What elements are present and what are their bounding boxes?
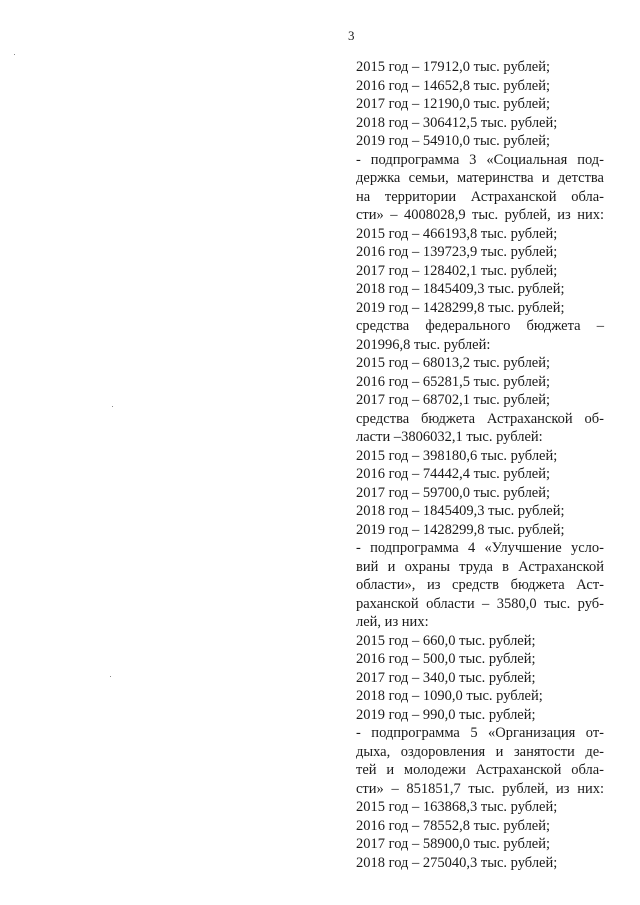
text-line: дыха, оздоровления и занятости де-	[356, 743, 604, 760]
text-line: 2018 год – 1845409,3 тыс. рублей;	[356, 281, 565, 297]
text-line: 2016 год – 139723,9 тыс. рублей;	[356, 244, 558, 260]
text-line: 2018 год – 1845409,3 тыс. рублей;	[356, 503, 565, 519]
text-line: 2015 год – 17912,0 тыс. рублей;	[356, 59, 551, 75]
page-number: 3	[348, 28, 355, 43]
text-line: 2017 год – 340,0 тыс. рублей;	[356, 669, 536, 686]
document-text-column	[356, 58, 604, 872]
text-line: - подпрограмма 3 «Социальная под-	[356, 151, 604, 168]
text-line: 2017 год – 12190,0 тыс. рублей;	[356, 96, 551, 112]
text-line: ласти –3806032,1 тыс. рублей:	[356, 429, 543, 445]
text-line: на территории Астраханской обла-	[356, 188, 604, 205]
text-line: 2018 год – 275040,3 тыс. рублей;	[356, 854, 558, 871]
text-line: 2015 год – 163868,3 тыс. рублей;	[356, 799, 558, 815]
scan-mark	[110, 676, 111, 677]
text-line: раханской области – 3580,0 тыс. руб-	[356, 595, 604, 612]
text-line: области», из средств бюджета Аст-	[356, 577, 604, 593]
text-line: средства бюджета Астраханской об-	[356, 410, 604, 427]
text-line: 2018 год – 306412,5 тыс. рублей;	[356, 114, 558, 131]
text-line: 2017 год – 59700,0 тыс. рублей;	[356, 484, 551, 501]
text-line: 2016 год – 500,0 тыс. рублей;	[356, 651, 536, 667]
text-line: 2015 год – 660,0 тыс. рублей;	[356, 632, 536, 649]
text-line: 2017 год – 68702,1 тыс. рублей;	[356, 392, 551, 408]
text-line: 2015 год – 398180,6 тыс. рублей;	[356, 447, 558, 464]
scan-mark	[14, 54, 15, 55]
text-line: 2016 год – 14652,8 тыс. рублей;	[356, 77, 551, 94]
text-line: - подпрограмма 4 «Улучшение усло-	[356, 540, 604, 556]
text-line: сти» – 4008028,9 тыс. рублей, из них:	[356, 207, 604, 223]
text-line: 2019 год – 990,0 тыс. рублей;	[356, 706, 536, 723]
text-line: 2018 год – 1090,0 тыс. рублей;	[356, 688, 543, 704]
text-line: 2017 год – 128402,1 тыс. рублей;	[356, 262, 558, 279]
text-line: сти» – 851851,7 тыс. рублей, из них:	[356, 780, 604, 797]
scan-mark	[112, 406, 113, 407]
text-line: 201996,8 тыс. рублей:	[356, 336, 491, 353]
text-line: держка семьи, материнства и детства	[356, 170, 604, 186]
text-line: 2019 год – 1428299,8 тыс. рублей;	[356, 521, 565, 538]
text-line: 2016 год – 65281,5 тыс. рублей;	[356, 373, 551, 390]
text-line: 2016 год – 74442,4 тыс. рублей;	[356, 466, 551, 482]
text-line: 2015 год – 466193,8 тыс. рублей;	[356, 225, 558, 242]
text-line: 2017 год – 58900,0 тыс. рублей;	[356, 836, 551, 852]
text-line: средства федерального бюджета –	[356, 318, 604, 334]
text-line: лей, из них:	[356, 614, 429, 630]
text-line: тей и молодежи Астраханской обла-	[356, 762, 604, 778]
text-line: вий и охраны труда в Астраханской	[356, 558, 604, 575]
text-line: 2015 год – 68013,2 тыс. рублей;	[356, 355, 551, 371]
text-line: 2019 год – 54910,0 тыс. рублей;	[356, 133, 551, 149]
text-line: 2016 год – 78552,8 тыс. рублей;	[356, 817, 551, 834]
text-line: 2019 год – 1428299,8 тыс. рублей;	[356, 299, 565, 316]
text-line: - подпрограмма 5 «Организация от-	[356, 725, 604, 741]
